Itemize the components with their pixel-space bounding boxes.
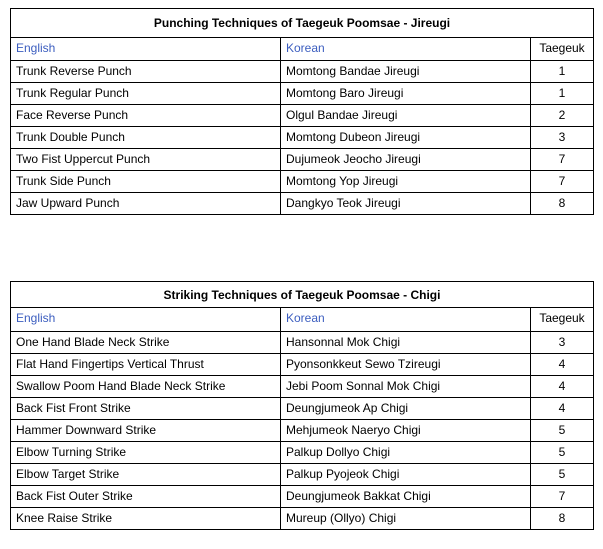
table-row (11, 486, 594, 508)
english-cell: Flat Hand Fingertips Vertical Thrust (11, 354, 281, 376)
korean-cell: Deungjumeok Ap Chigi (281, 398, 531, 420)
taegeuk-cell: 2 (531, 105, 594, 127)
korean-cell: Momtong Yop Jireugi (281, 171, 531, 193)
english-cell: Swallow Poom Hand Blade Neck Strike (11, 376, 281, 398)
table-title: Striking Techniques of Taegeuk Poomsae - Chigi (11, 282, 594, 308)
taegeuk-cell: 7 (531, 149, 594, 171)
taegeuk-cell: 3 (531, 332, 594, 354)
english-cell: Trunk Reverse Punch (11, 61, 281, 83)
table-title-row (11, 9, 594, 38)
taegeuk-cell: 5 (531, 464, 594, 486)
taegeuk-cell: 8 (531, 193, 594, 215)
table-row (11, 332, 594, 354)
korean-cell: Dujumeok Jeocho Jireugi (281, 149, 531, 171)
punching-techniques-table (10, 8, 594, 215)
table-row (11, 149, 594, 171)
table-row (11, 193, 594, 215)
table-header-row (11, 308, 594, 332)
table-title-row (11, 282, 594, 308)
english-cell: Elbow Target Strike (11, 464, 281, 486)
taegeuk-cell: 5 (531, 420, 594, 442)
korean-cell: Momtong Baro Jireugi (281, 83, 531, 105)
english-cell: Trunk Double Punch (11, 127, 281, 149)
english-cell: Two Fist Uppercut Punch (11, 149, 281, 171)
english-cell: Back Fist Outer Strike (11, 486, 281, 508)
table-row (11, 398, 594, 420)
korean-cell: Mehjumeok Naeryo Chigi (281, 420, 531, 442)
korean-cell: Momtong Dubeon Jireugi (281, 127, 531, 149)
table-row (11, 61, 594, 83)
taegeuk-cell: 5 (531, 442, 594, 464)
korean-cell: Deungjumeok Bakkat Chigi (281, 486, 531, 508)
taegeuk-cell: 4 (531, 354, 594, 376)
table-row (11, 105, 594, 127)
table-row (11, 127, 594, 149)
english-cell: Hammer Downward Strike (11, 420, 281, 442)
column-header-english: English (11, 38, 281, 61)
english-cell: Face Reverse Punch (11, 105, 281, 127)
korean-cell: Pyonsonkkeut Sewo Tzireugi (281, 354, 531, 376)
taegeuk-cell: 8 (531, 508, 594, 530)
english-cell: Trunk Regular Punch (11, 83, 281, 105)
english-cell: Trunk Side Punch (11, 171, 281, 193)
taegeuk-cell: 7 (531, 171, 594, 193)
table-row (11, 442, 594, 464)
taegeuk-cell: 1 (531, 61, 594, 83)
korean-cell: Palkup Pyojeok Chigi (281, 464, 531, 486)
striking-techniques-table (10, 281, 594, 530)
column-header-english: English (11, 308, 281, 332)
taegeuk-cell: 4 (531, 398, 594, 420)
english-cell: Elbow Turning Strike (11, 442, 281, 464)
korean-cell: Olgul Bandae Jireugi (281, 105, 531, 127)
korean-cell: Hansonnal Mok Chigi (281, 332, 531, 354)
taegeuk-cell: 4 (531, 376, 594, 398)
korean-cell: Dangkyo Teok Jireugi (281, 193, 531, 215)
korean-cell: Palkup Dollyo Chigi (281, 442, 531, 464)
korean-cell: Mureup (Ollyo) Chigi (281, 508, 531, 530)
table-row (11, 354, 594, 376)
table-row (11, 83, 594, 105)
taegeuk-cell: 1 (531, 83, 594, 105)
english-cell: Knee Raise Strike (11, 508, 281, 530)
table-row (11, 376, 594, 398)
english-cell: Back Fist Front Strike (11, 398, 281, 420)
taegeuk-cell: 7 (531, 486, 594, 508)
column-header-taegeuk: Taegeuk (531, 308, 594, 332)
taegeuk-cell: 3 (531, 127, 594, 149)
table-header-row (11, 38, 594, 61)
table-row (11, 464, 594, 486)
table-row (11, 171, 594, 193)
table-row (11, 508, 594, 530)
english-cell: One Hand Blade Neck Strike (11, 332, 281, 354)
korean-cell: Jebi Poom Sonnal Mok Chigi (281, 376, 531, 398)
column-header-korean: Korean (281, 308, 531, 332)
english-cell: Jaw Upward Punch (11, 193, 281, 215)
column-header-korean: Korean (281, 38, 531, 61)
table-row (11, 420, 594, 442)
korean-cell: Momtong Bandae Jireugi (281, 61, 531, 83)
column-header-taegeuk: Taegeuk (531, 38, 594, 61)
table-title: Punching Techniques of Taegeuk Poomsae - Jireugi (11, 9, 594, 38)
